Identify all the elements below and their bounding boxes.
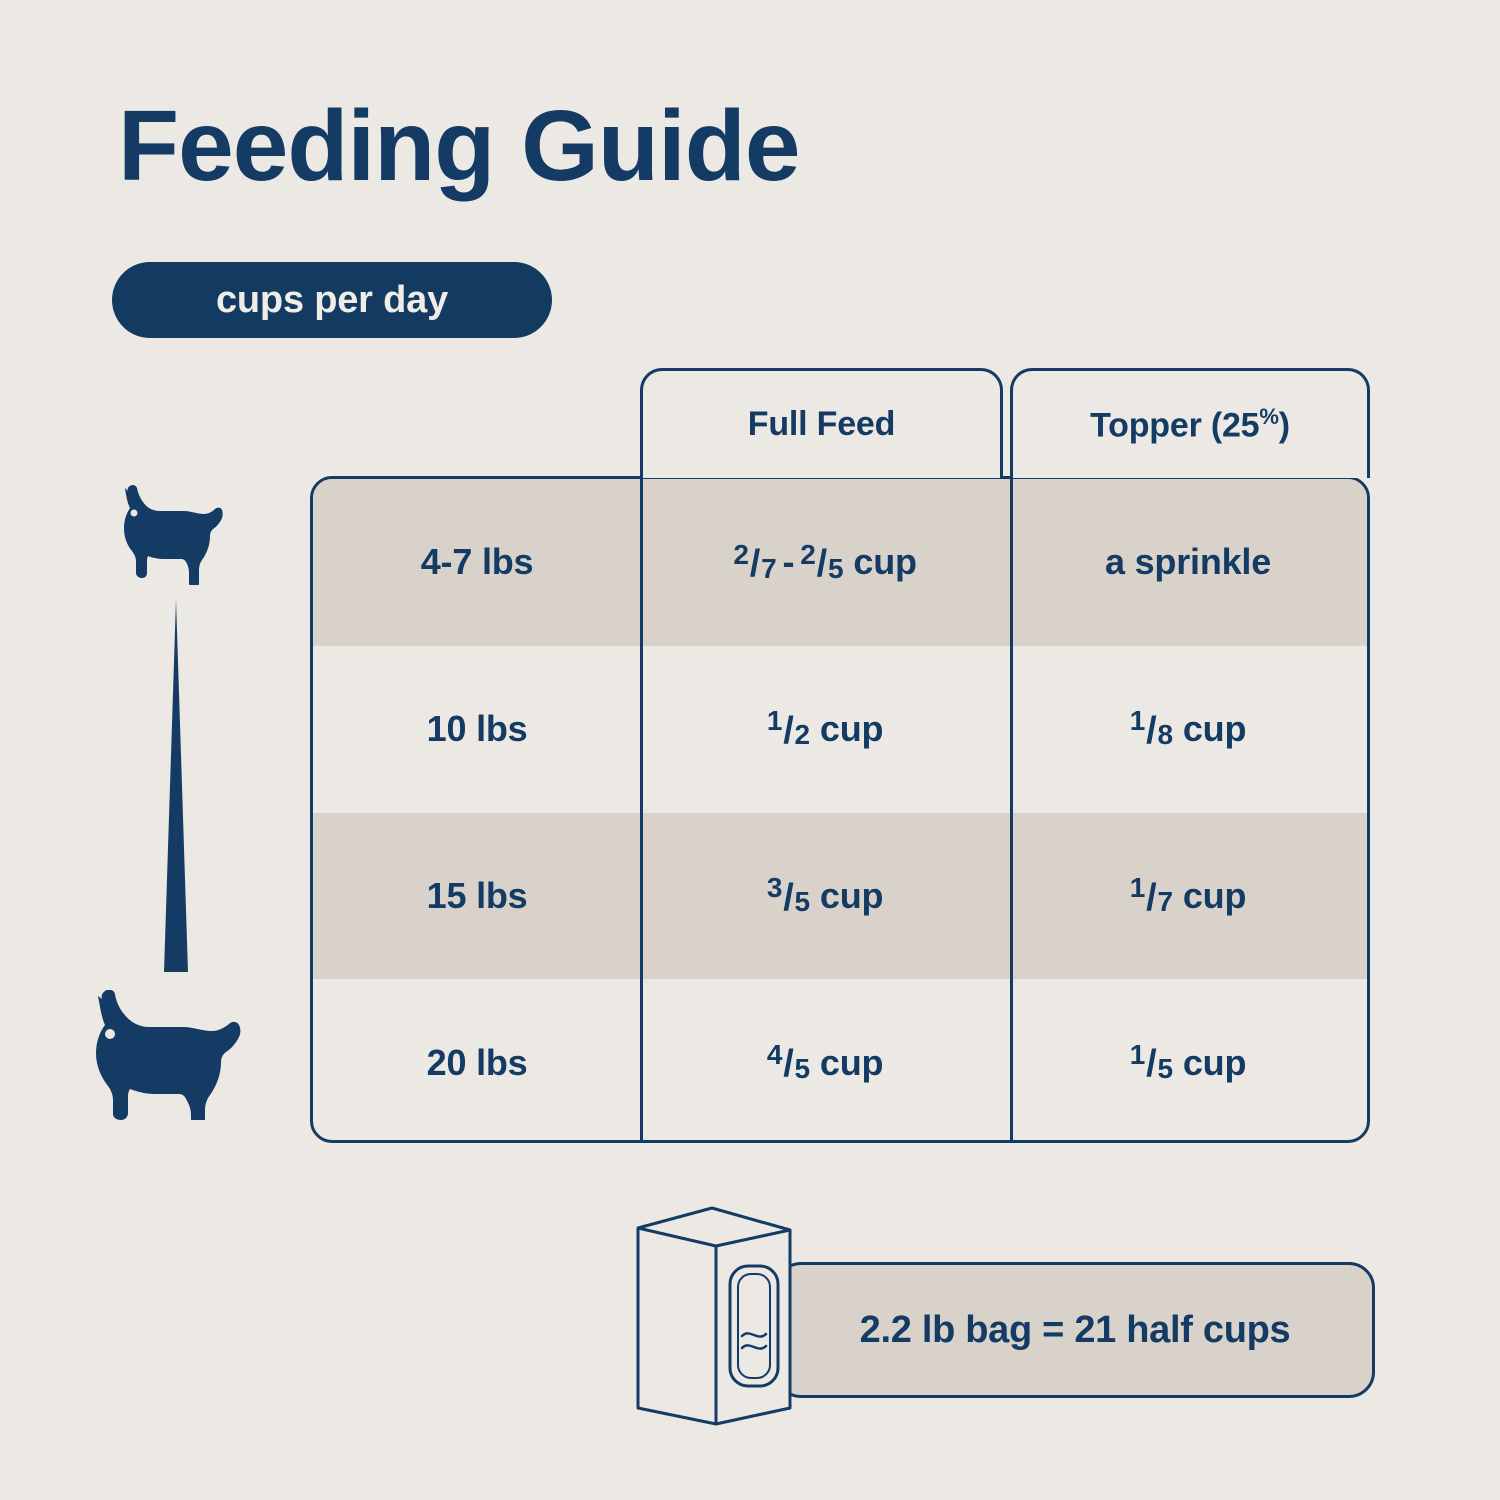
pill-label: cups per day	[215, 278, 449, 321]
fraction-value-2: $^2$/5	[800, 538, 844, 586]
fraction-value: $^1$/5	[1129, 1038, 1173, 1086]
fraction-value: $^1$/8	[1129, 705, 1173, 752]
unit-label: cup	[1182, 874, 1247, 916]
feeding-table	[310, 368, 1370, 1143]
unit-label: cup	[819, 708, 884, 750]
bag-yield-banner	[775, 1262, 1375, 1398]
column-divider-1	[640, 476, 643, 1143]
column-header-topper-label: Topper (25%)	[1090, 403, 1290, 445]
cell-weight: 4-7 lbs	[420, 541, 534, 583]
fraction-value: $^1$/7	[1129, 872, 1173, 919]
cell-full-feed	[641, 646, 1009, 813]
fraction-value: $^4$/5	[766, 1038, 810, 1086]
cell-full-feed	[641, 813, 1009, 980]
column-header-topper	[1010, 368, 1370, 478]
table-row	[313, 813, 1367, 980]
cell-weight: 15 lbs	[426, 874, 528, 916]
cell-topper	[1009, 813, 1367, 980]
unit-label: cup	[819, 1041, 884, 1083]
cups-per-day-pill	[112, 262, 552, 338]
table-row	[313, 979, 1367, 1143]
unit-label: cup	[1182, 708, 1247, 750]
bag-yield-text: 2.2 lb bag = 21 half cups	[859, 1308, 1291, 1351]
fraction-value: $^3$/5	[766, 872, 810, 919]
column-header-full-feed	[640, 368, 1003, 478]
cell-topper	[1009, 646, 1367, 813]
unit-label: cup	[1182, 1041, 1247, 1083]
feeding-table-body	[310, 476, 1370, 1143]
cell-full-feed	[641, 979, 1009, 1143]
range-dash: -	[782, 541, 795, 583]
food-bag-icon	[620, 1200, 820, 1435]
table-row	[313, 646, 1367, 813]
fraction-value: $^1$/2	[766, 705, 810, 752]
cat-icon-large	[82, 990, 262, 1125]
cell-full-feed	[641, 479, 1009, 646]
cell-topper	[1009, 979, 1367, 1143]
page-title: Feeding Guide	[118, 90, 800, 202]
cell-weight: 20 lbs	[426, 1041, 528, 1083]
size-arrow-icon	[148, 600, 208, 985]
cell-topper: a sprinkle	[1104, 541, 1272, 583]
fraction-value: $^2$/7	[733, 538, 777, 586]
unit-label: cup	[819, 874, 884, 916]
cat-icon-small	[112, 480, 232, 590]
cell-weight: 10 lbs	[426, 708, 528, 750]
table-row	[313, 479, 1367, 646]
column-divider-2	[1010, 476, 1013, 1143]
percent-superscript: %	[1259, 403, 1279, 429]
column-header-full-feed-label: Full Feed	[747, 405, 896, 443]
unit-label: cup	[853, 541, 917, 583]
